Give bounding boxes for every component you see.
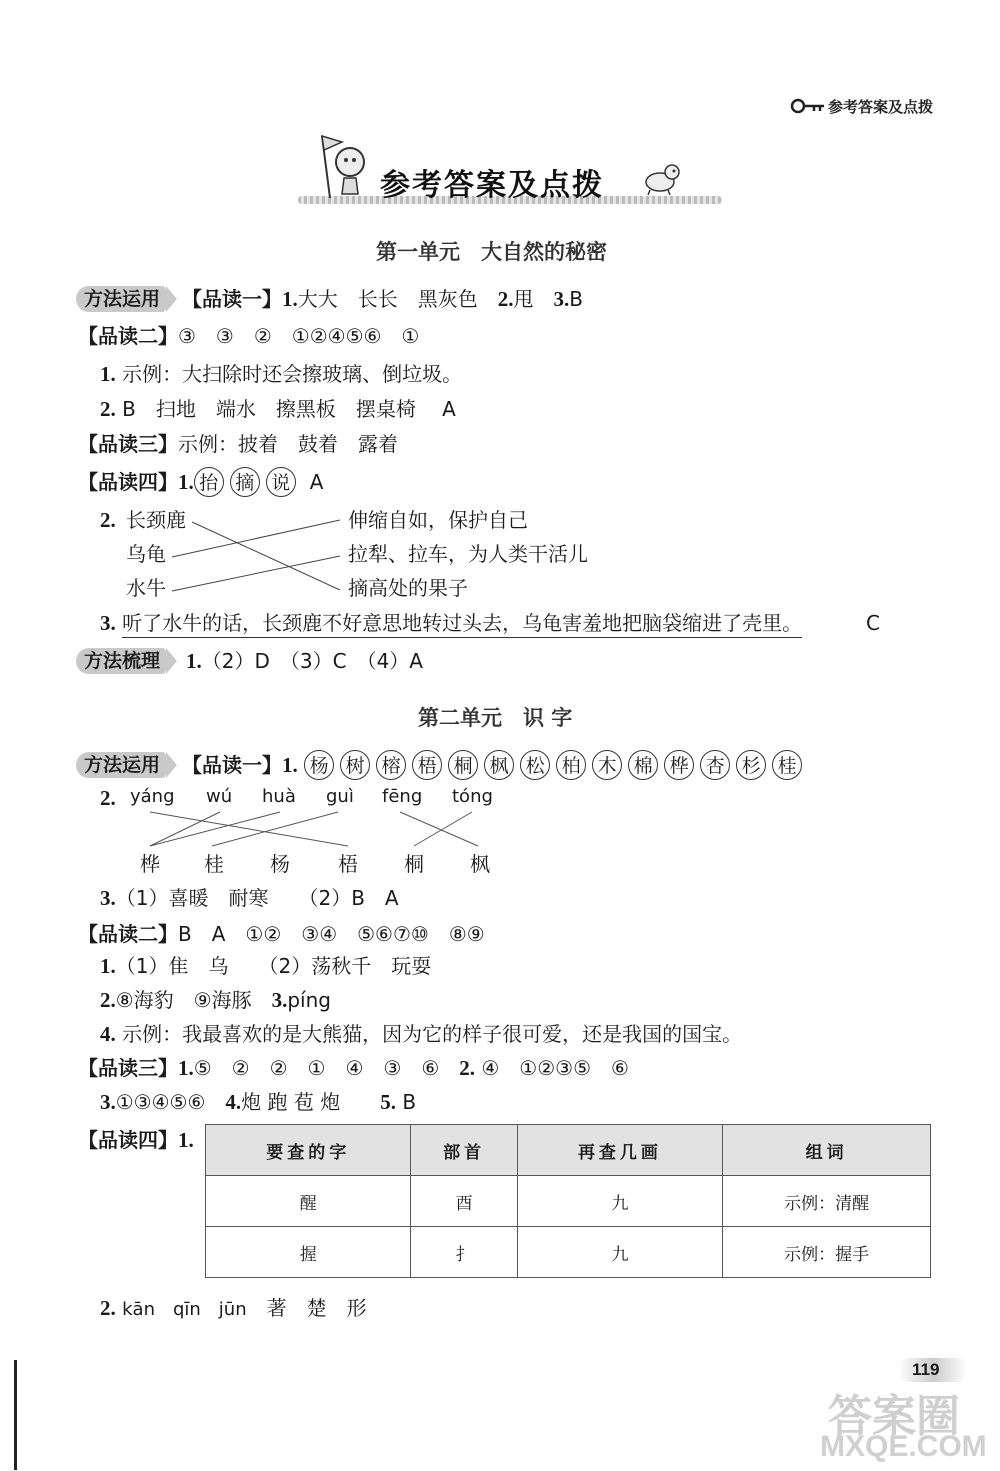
u2-pd2-q2 bbox=[100, 986, 331, 1014]
label: 【品读四】 bbox=[78, 1128, 178, 1152]
pinyin: tóng bbox=[452, 786, 493, 807]
table-cell: 示例：握手 bbox=[723, 1227, 931, 1278]
num: 1. bbox=[178, 1128, 194, 1152]
answer: 著 楚 形 bbox=[266, 1296, 367, 1320]
circled-char: 梧 bbox=[412, 750, 442, 780]
match-char: 梧 bbox=[338, 852, 358, 876]
answer: B bbox=[569, 287, 583, 311]
num: 5. bbox=[380, 1090, 396, 1114]
num: 1. bbox=[178, 470, 194, 494]
circled-char: 桦 bbox=[664, 750, 694, 780]
header-label: 参考答案及点拨 bbox=[828, 98, 934, 116]
match-right-item: 拉犁、拉车，为人类干活儿 bbox=[348, 542, 588, 566]
answer: píng bbox=[287, 988, 331, 1012]
label: 【品读二】 bbox=[78, 922, 178, 946]
match-char: 桐 bbox=[404, 852, 424, 876]
num: 2. bbox=[497, 287, 514, 311]
u2-pd2-q1 bbox=[100, 952, 431, 980]
num: 1. bbox=[100, 954, 116, 978]
circled-char: 抬 bbox=[194, 467, 224, 497]
match-left-item: 长颈鹿 bbox=[126, 508, 186, 532]
circled-char: 杏 bbox=[700, 750, 730, 780]
circled-char: 枫 bbox=[484, 750, 514, 780]
match-char: 桂 bbox=[204, 852, 224, 876]
num: 1. bbox=[186, 649, 202, 673]
match-left-item: 乌龟 bbox=[126, 542, 166, 566]
answer: ③ ③ ② ①②④⑤⑥ ① bbox=[178, 324, 420, 348]
table-cell: 酉 bbox=[411, 1176, 517, 1227]
answer: 示例：披着 鼓着 露着 bbox=[178, 432, 398, 456]
table-header-cell: 组词 bbox=[723, 1125, 931, 1176]
answer: 甩 bbox=[513, 287, 554, 311]
u2-pd2-q4 bbox=[100, 1020, 742, 1048]
num: 2. bbox=[100, 397, 116, 421]
circled-char: 桐 bbox=[448, 750, 478, 780]
u1-q3-ans: C bbox=[866, 611, 880, 635]
answer: 示例：我最喜欢的是大熊猫，因为它的样子很可爱，还是我国的国宝。 bbox=[122, 1022, 743, 1046]
num: 3. bbox=[100, 1090, 116, 1114]
answer: A bbox=[309, 470, 324, 494]
page-number: 119 bbox=[912, 1360, 940, 1379]
table-row bbox=[206, 1176, 931, 1227]
table-cell: 握 bbox=[206, 1227, 411, 1278]
pinyin: fēng bbox=[382, 786, 423, 807]
num: 3. bbox=[100, 886, 116, 910]
circled-char: 桂 bbox=[772, 750, 802, 780]
unit1-title: 第一单元 大自然的秘密 bbox=[376, 240, 607, 264]
answer: 炮 跑 苞 炮 bbox=[241, 1090, 381, 1114]
u2-pd4-q2 bbox=[100, 1294, 367, 1324]
circled-char: 杉 bbox=[736, 750, 766, 780]
tag-method-usage: 方法运用 bbox=[76, 286, 166, 312]
table-row bbox=[206, 1227, 931, 1278]
answer: ⑧海豹 ⑨海豚 bbox=[115, 988, 272, 1012]
label: 【品读四】 bbox=[78, 470, 178, 494]
watermark-site: MXQE.COM bbox=[820, 1430, 987, 1463]
answer: ①③④⑤⑥ bbox=[115, 1090, 226, 1114]
pinyin: wú bbox=[206, 786, 233, 807]
match-right-item: 伸缩自如，保护自己 bbox=[348, 508, 528, 532]
table-cell: 示例：清醒 bbox=[723, 1176, 931, 1227]
circled-char: 榕 bbox=[376, 750, 406, 780]
label: 【品读一】 bbox=[182, 753, 282, 777]
answer: ⑤ ② ② ① ④ ③ ⑥ bbox=[193, 1056, 460, 1080]
label: 【品读一】 bbox=[182, 287, 282, 311]
table-header-cell: 再查几画 bbox=[517, 1125, 722, 1176]
num: 3. bbox=[271, 988, 288, 1012]
answer: （1）隹 乌 （2）荡秋千 玩耍 bbox=[115, 954, 432, 978]
num: 1. bbox=[178, 1056, 194, 1080]
page-edge bbox=[14, 1360, 17, 1470]
table-cell: 九 bbox=[517, 1227, 722, 1278]
radical-table bbox=[205, 1124, 931, 1278]
match-left-item: 水牛 bbox=[126, 576, 166, 600]
answer: B A ①② ③④ ⑤⑥⑦⑩ ⑧⑨ bbox=[178, 922, 485, 946]
num: 2. bbox=[459, 1056, 476, 1080]
label: 【品读三】 bbox=[78, 1056, 178, 1080]
answer: （1）喜暖 耐寒 （2）B A bbox=[115, 886, 399, 910]
match-right-item: 摘高处的果子 bbox=[348, 576, 468, 600]
table-header-cell: 部首 bbox=[411, 1125, 517, 1176]
num: 1. bbox=[282, 287, 298, 311]
num: 2. bbox=[100, 988, 116, 1012]
banner-title: 参考答案及点拨 bbox=[380, 168, 604, 203]
num: 1. bbox=[282, 753, 298, 777]
u2-pd4 bbox=[78, 1126, 194, 1154]
tag-method-review: 方法梳理 bbox=[76, 648, 166, 674]
num: 3. bbox=[100, 611, 116, 635]
match-char: 桦 bbox=[140, 852, 160, 876]
circled-char: 松 bbox=[520, 750, 550, 780]
circled-char: 摘 bbox=[230, 467, 260, 497]
label: 【品读二】 bbox=[78, 324, 178, 348]
q2-num: 2. bbox=[100, 786, 116, 810]
circled-char: 杨 bbox=[304, 750, 334, 780]
answer: 大大 长长 黑灰色 bbox=[297, 287, 498, 311]
u2-pd3-row2 bbox=[100, 1088, 416, 1116]
match-char: 杨 bbox=[270, 852, 290, 876]
watermark-logo: 答案圈 bbox=[828, 1391, 960, 1442]
circled-char: 说 bbox=[266, 467, 296, 497]
pinyin: yáng bbox=[130, 786, 175, 807]
unit2-title: 第二单元 识 字 bbox=[418, 706, 573, 730]
table-cell: 醒 bbox=[206, 1176, 411, 1227]
num: 2. bbox=[100, 1296, 116, 1320]
match-char: 枫 bbox=[470, 852, 490, 876]
table-cell: 扌 bbox=[411, 1227, 517, 1278]
num: 3. bbox=[553, 287, 570, 311]
u2-pd3 bbox=[78, 1054, 629, 1082]
pinyin: huà bbox=[262, 786, 296, 807]
answer: B bbox=[402, 1090, 417, 1114]
answer: ④ ①②③⑤ ⑥ bbox=[481, 1056, 629, 1080]
circled-char: 树 bbox=[340, 750, 370, 780]
u2-q3 bbox=[100, 884, 399, 912]
answer: 示例：大扫除时还会擦玻璃、倒垃圾。 bbox=[122, 362, 463, 386]
num: 1. bbox=[100, 362, 116, 386]
answer: B 扫地 端水 擦黑板 摆桌椅 A bbox=[122, 397, 456, 421]
circled-char: 木 bbox=[592, 750, 622, 780]
num: 4. bbox=[100, 1022, 116, 1046]
table-header-cell: 要查的字 bbox=[206, 1125, 411, 1176]
label: 【品读三】 bbox=[78, 432, 178, 456]
tag-method-usage: 方法运用 bbox=[76, 752, 166, 778]
q2-num: 2. bbox=[100, 508, 116, 532]
table-cell: 九 bbox=[517, 1176, 722, 1227]
num: 4. bbox=[225, 1090, 242, 1114]
answer: （2）D （3）C （4）A bbox=[201, 649, 423, 673]
answer-underlined: 听了水牛的话，长颈鹿不好意思地转过头去，乌龟害羞地把脑袋缩进了壳里。 bbox=[122, 611, 802, 638]
table-header-row bbox=[206, 1125, 931, 1176]
u2-pd2 bbox=[78, 920, 485, 948]
circled-char: 柏 bbox=[556, 750, 586, 780]
circled-char: 棉 bbox=[628, 750, 658, 780]
pinyin: kān qīn jūn bbox=[122, 1299, 247, 1320]
pinyin: guì bbox=[326, 786, 354, 807]
